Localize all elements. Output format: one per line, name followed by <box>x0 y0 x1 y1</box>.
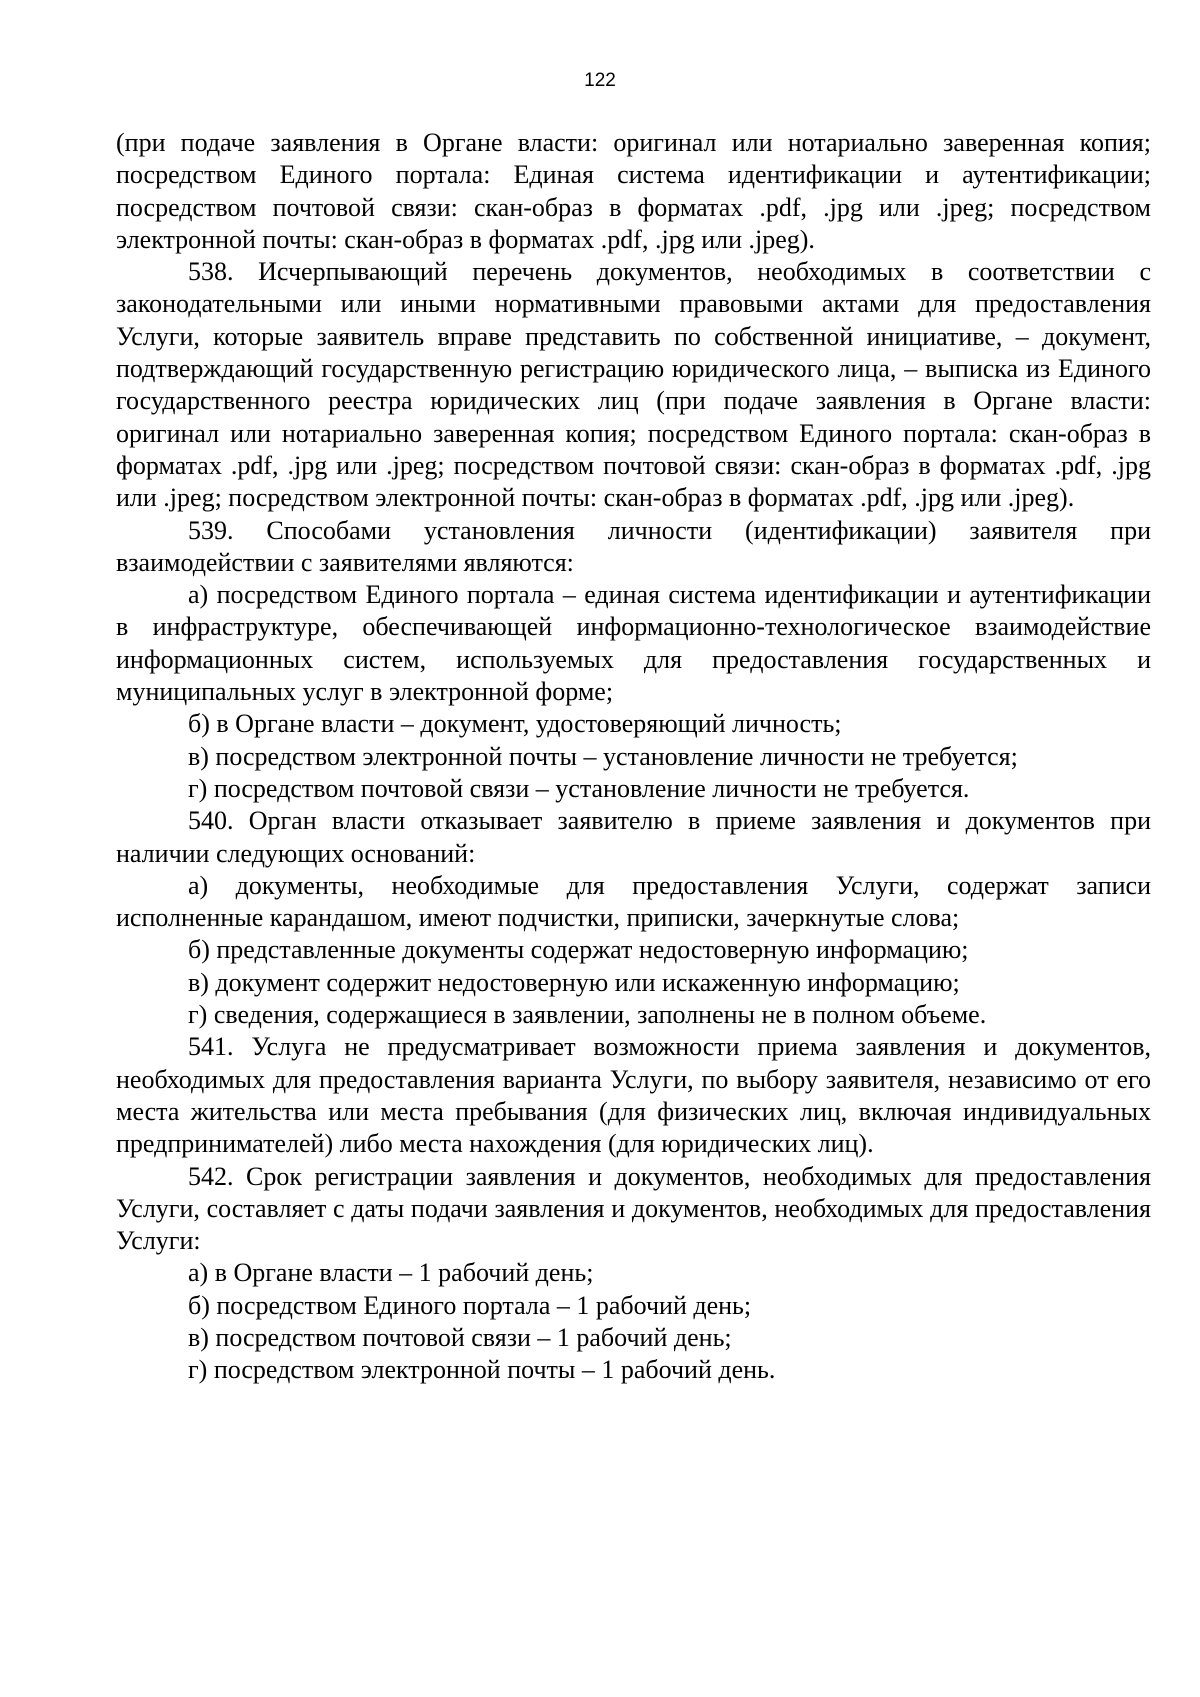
list-item-539-v: в) посредством электронной почты – установление личности не требуется; <box>188 741 1018 771</box>
list-item-539-b: б) в Органе власти – документ, удостоверяющий личность; <box>188 709 842 739</box>
paragraph-542: 542. Срок регистрации заявления и документов, необходимых для предоставления Услуги, составляет с даты подачи заявления и документов, необходимых для предоставления Услуги: <box>116 1161 1151 1256</box>
list-item-540-b: б) представленные документы содержат недостоверную информацию; <box>188 935 969 965</box>
document-body <box>116 127 1151 1387</box>
paragraph-540: 540. Орган власти отказывает заявителю в приеме заявления и документов при наличии следующих оснований: <box>116 806 1151 868</box>
list-item-542-a: а) в Органе власти – 1 рабочий день; <box>188 1258 594 1288</box>
list-item-539-g: г) посредством почтовой связи – установление личности не требуется. <box>188 773 970 803</box>
page-number: 122 <box>584 70 616 91</box>
paragraph-541: 541. Услуга не предусматривает возможности приема заявления и документов, необходимых для предоставления варианта Услуги, по выбору заявителя, независимо от его места жительства или места пребывания (для физических лиц, включая индивидуальных предпринимателей) либо места нахождения (для юридических лиц). <box>116 1032 1151 1159</box>
list-item-542-v: в) посредством почтовой связи – 1 рабочий день; <box>188 1322 732 1352</box>
list-item-540-v: в) документ содержит недостоверную или искаженную информацию; <box>188 967 960 997</box>
paragraph-539: 539. Способами установления личности (идентификации) заявителя при взаимодействии с заявителями являются: <box>116 515 1151 577</box>
list-item-542-g: г) посредством электронной почты – 1 рабочий день. <box>188 1355 776 1385</box>
paragraph-0: (при подаче заявления в Органе власти: оригинал или нотариально заверенная копия; посредством Единого портала: Единая система идентификации и аутентификации; посредством почтовой связи: скан-образ в форматах .pdf, .jpg или .jpeg; посредством электронной почты: скан-образ в форматах .pdf, .jpg или .jpeg). <box>116 128 1151 254</box>
list-item-540-a: а) документы, необходимые для предоставления Услуги, содержат записи исполненные карандашом, имеют подчистки, приписки, зачеркнутые слова; <box>116 870 1151 933</box>
paragraph-538: 538. Исчерпывающий перечень документов, необходимых в соответствии с законодательными или иными нормативными правовыми актами для предоставления Услуги, которые заявитель вправе представить по собственной инициативе, – документ, подтверждающий государственную регистрацию юридического лица, – выписка из Единого государственного реестра юридических лиц (при подаче заявления в Органе власти: оригинал или нотариально заверенная копия; посредством Единого портала: скан-образ в форматах .pdf, .jpg или .jpeg; посредством почтовой связи: скан-образ в форматах .pdf, .jpg или .jpeg; посредством электронной почты: скан-образ в форматах .pdf, .jpg или .jpeg). <box>116 257 1151 513</box>
list-item-539-a: а) посредством Единого портала – единая система идентификации и аутентификации в инфраструктуре, обеспечивающей информационно-технологическое взаимодействие информационных систем, используемых для предоставления государственных и муниципальных услуг в электронной форме; <box>116 580 1151 707</box>
list-item-542-b: б) посредством Единого портала – 1 рабочий день; <box>188 1290 752 1320</box>
list-item-540-g: г) сведения, содержащиеся в заявлении, заполнены не в полном объеме. <box>188 1000 987 1030</box>
